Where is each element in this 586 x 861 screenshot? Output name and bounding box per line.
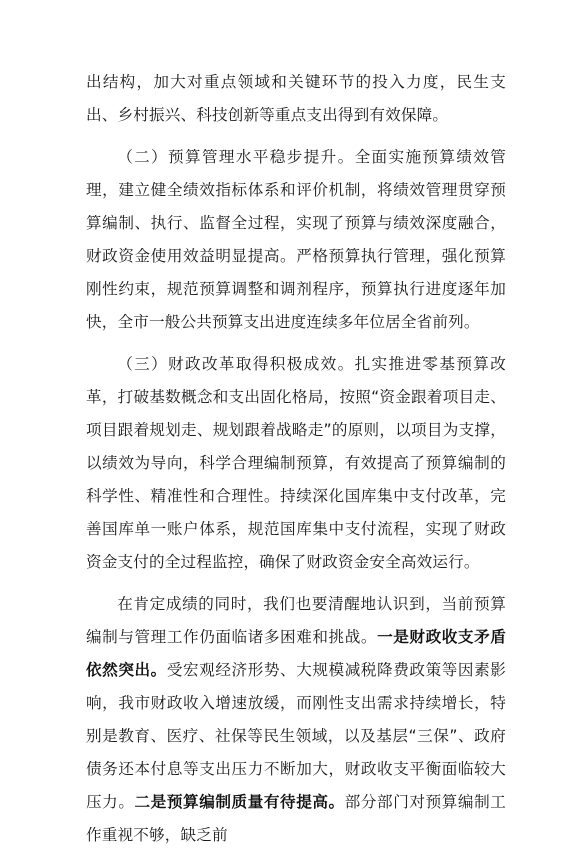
problem-two-text: 部分部门对预算编制工作重视不够，缺乏前: [86, 793, 506, 844]
paragraph-3: [86, 348, 506, 579]
problem-one-heading: 一是财政收支矛盾依然突出。: [86, 628, 506, 679]
problem-one-text: 受宏观经济形势、大规模减税降费政策等因素影响，我市财政收入增速放缓，而刚性支出需求持续增长，特别是教育、医疗、社保等民生领域，以及基层“三保”、政府债务还本付息等支出压力不断加大，财政收支平衡面临较大压力。: [86, 661, 506, 811]
section-heading-2: （二）预算管理水平稳步提升。: [117, 148, 355, 166]
document-body: [86, 66, 506, 861]
section-heading-3: （三）财政改革取得积极成效。: [117, 355, 355, 373]
paragraph-1-text: 出结构，加大对重点领域和关键环节的投入力度，民生支出、乡村振兴、科技创新等重点支出得到有效保障。: [86, 73, 506, 124]
paragraph-4-intro: 在肯定成绩的同时，我们也要清醒地认识到，当前预算编制与管理工作仍面临诸多困难和挑战。: [86, 595, 506, 646]
problem-two-heading: 二是预算编制质量有待提高。: [134, 793, 345, 811]
paragraph-2-text: 全面实施预算绩效管理，建立健全绩效指标体系和评价机制，将绩效管理贯穿预算编制、执行、监督全过程，实现了预算与绩效深度融合，财政资金使用效益明显提高。严格预算执行管理，强化预算刚性约束，规范预算调整和调剂程序，预算执行进度逐年加快，全市一般公共预算支出进度连续多年位居全省前列。: [86, 148, 506, 331]
paragraph-3-text: 扎实推进零基预算改革，打破基数概念和支出固化格局，按照“资金跟着项目走、项目跟着规划走、规划跟着战略走”的原则，以项目为支撑，以绩效为导向，科学合理编制预算，有效提高了预算编制的科学性、精准性和合理性。持续深化国库集中支付改革，完善国库单一账户体系，规范国库集中支付流程，实现了财政资金支付的全过程监控，确保了财政资金安全高效运行。: [86, 355, 506, 571]
paragraph-4: [86, 588, 506, 852]
paragraph-2: [86, 141, 506, 339]
paragraph-1: [86, 66, 506, 132]
